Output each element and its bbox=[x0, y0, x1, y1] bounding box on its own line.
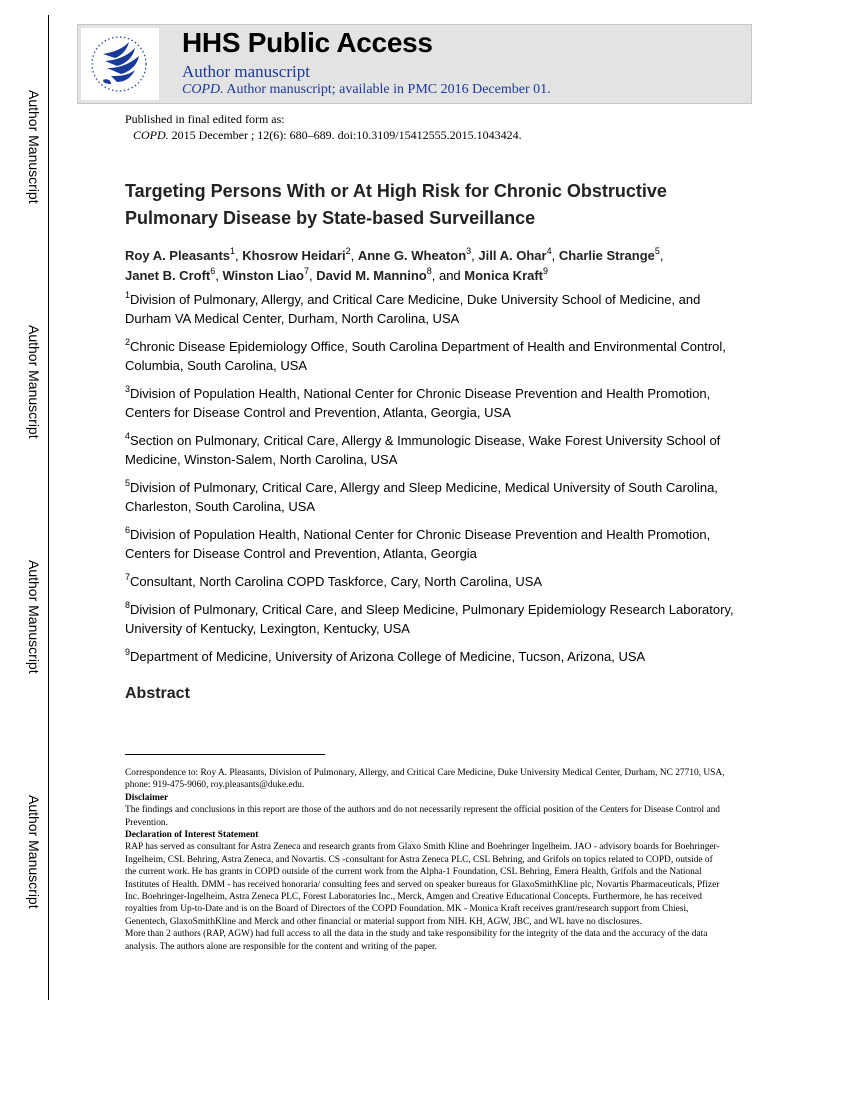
availability-line bbox=[182, 82, 551, 98]
author: Janet B. Croft$^6$, bbox=[125, 265, 223, 283]
author: Charlie Strange$^5$, bbox=[558, 245, 664, 263]
author: Khosrow Heidari$^2$, bbox=[242, 245, 358, 263]
affiliation: $^1$Division of Pulmonary, Allergy, and Critical Care Medicine, Duke University School of Medicine, and Durham VA Medical Center, Durham, North Carolina, USA bbox=[125, 289, 701, 326]
margin-label: Author Manuscript bbox=[26, 795, 42, 909]
author: Roy A. Pleasants$^1$, bbox=[125, 245, 243, 263]
hhs-title: HHS Public Access bbox=[182, 27, 433, 58]
margin-label: Author Manuscript bbox=[26, 325, 42, 439]
footnotes bbox=[125, 767, 725, 953]
availability-text: Author manuscript; available in PMC 2016 December 01. bbox=[226, 82, 551, 97]
affiliation: $^5$Division of Pulmonary, Critical Care, Allergy and Sleep Medicine, Medical University of South Carolina, Charleston, South Carolina, USA bbox=[125, 477, 718, 514]
affiliation-list bbox=[125, 290, 735, 675]
author: Jill A. Ohar$^4$, bbox=[478, 245, 559, 263]
interest-text: RAP has served as consultant for Astra Zeneca and research grants from Glaxo Smith Kline and Boehringer Ingelheim. JAO - advisory boards for Boehringer-Ingelheim, CSL Behring, Astra Zeneca, and Novartis. CS -consultant for Astra Zeneca PLC, CSL Behring, and Grifols on topics related to COPD, outside of the current work. He has grants in COPD outside of the current work from the Alpha-1 Foundation, CSL Behring, Emera Health, Grifols and the National Institutes of Health. DMM - has received honoraria/ consulting fees and served on speaker bureaus for GlaxoSmithKline plc, Novartis Pharmaceuticals, Pfizer Inc. Boehringer-Ingelheim, Astra Zeneca PLC, Forest Laboratories Inc., Merck, Amgen and Creative Educational Concepts. Furthermore, he has received royalties from Up-to-Date and is on the Board of Directors of the COPD Foundation. MK - Monica Kraft receives grant/research support from Chiesi, Genentech, GlaxoSmithKline and Merck and other financial or material support from NIH. KH, AGW, JBC, and WL have no disclosures. bbox=[125, 842, 720, 927]
access-text: More than 2 authors (RAP, AGW) had full access to all the data in the study and take responsibility for the integrity of the data and the accuracy of the data analysis. The authors alone are responsible for the content and writing of the paper. bbox=[125, 929, 708, 952]
affiliation: $^8$Division of Pulmonary, Critical Care, and Sleep Medicine, Pulmonary Epidemiology Research Laboratory, University of Kentucky, Lexington, Kentucky, USA bbox=[125, 599, 734, 636]
affiliation: $^6$Division of Population Health, National Center for Chronic Disease Prevention and Health Promotion, Centers for Disease Control and Prevention, Atlanta, Georgia bbox=[125, 524, 711, 561]
author: Winston Liao$^7$, bbox=[222, 265, 317, 283]
footnote-rule bbox=[125, 754, 325, 755]
hhs-header bbox=[77, 24, 752, 104]
journal-name: COPD. bbox=[182, 82, 224, 97]
hhs-eagle-logo-icon bbox=[81, 28, 159, 100]
disclaimer-text: The findings and conclusions in this report are those of the authors and do not necessarily represent the official position of the Centers for Disease Control and Prevention. bbox=[125, 805, 720, 828]
disclaimer-heading: Disclaimer bbox=[125, 792, 169, 803]
published-info bbox=[125, 111, 522, 143]
citation-text: 2015 December ; 12(6): 680–689. doi:10.3109/15412555.2015.1043424. bbox=[171, 128, 522, 142]
margin-label: Author Manuscript bbox=[26, 560, 42, 674]
margin-label: Author Manuscript bbox=[26, 90, 42, 204]
author-list bbox=[125, 246, 725, 286]
affiliation: $^2$Chronic Disease Epidemiology Office, South Carolina Department of Health and Environmental Control, Columbia, South Carolina, USA bbox=[125, 336, 726, 373]
author: Anne G. Wheaton$^3$, bbox=[357, 245, 479, 263]
citation-journal: COPD. bbox=[133, 128, 169, 142]
manuscript-type: Author manuscript bbox=[182, 62, 310, 81]
citation bbox=[125, 127, 522, 143]
affiliation: $^9$Department of Medicine, University of Arizona College of Medicine, Tucson, Arizona, USA bbox=[125, 646, 646, 664]
margin-rule bbox=[48, 15, 49, 1000]
author: Monica Kraft$^9$ bbox=[464, 265, 549, 283]
correspondence: Correspondence to: Roy A. Pleasants, Division of Pulmonary, Allergy, and Critical Care Medicine, Duke University Medical Center, Durham, NC 27710, USA, phone: 919-475-9060, roy.pleasants@duke.edu. bbox=[125, 768, 725, 791]
abstract-heading: Abstract bbox=[125, 685, 190, 702]
author: David M. Mannino$^8$, and bbox=[316, 265, 465, 283]
affiliation: $^4$Section on Pulmonary, Critical Care, Allergy & Immunologic Disease, Wake Forest University School of Medicine, Winston-Salem, North Carolina, USA bbox=[125, 430, 721, 467]
published-label: Published in final edited form as: bbox=[125, 112, 285, 126]
affiliation: $^7$Consultant, North Carolina COPD Taskforce, Cary, North Carolina, USA bbox=[125, 571, 543, 589]
interest-heading: Declaration of Interest Statement bbox=[125, 830, 259, 841]
article-title: Targeting Persons With or At High Risk for Chronic Obstructive Pulmonary Disease by State-based Surveillance bbox=[125, 181, 667, 228]
affiliation: $^3$Division of Population Health, National Center for Chronic Disease Prevention and Health Promotion, Centers for Disease Control and Prevention, Atlanta, Georgia, USA bbox=[125, 383, 711, 420]
